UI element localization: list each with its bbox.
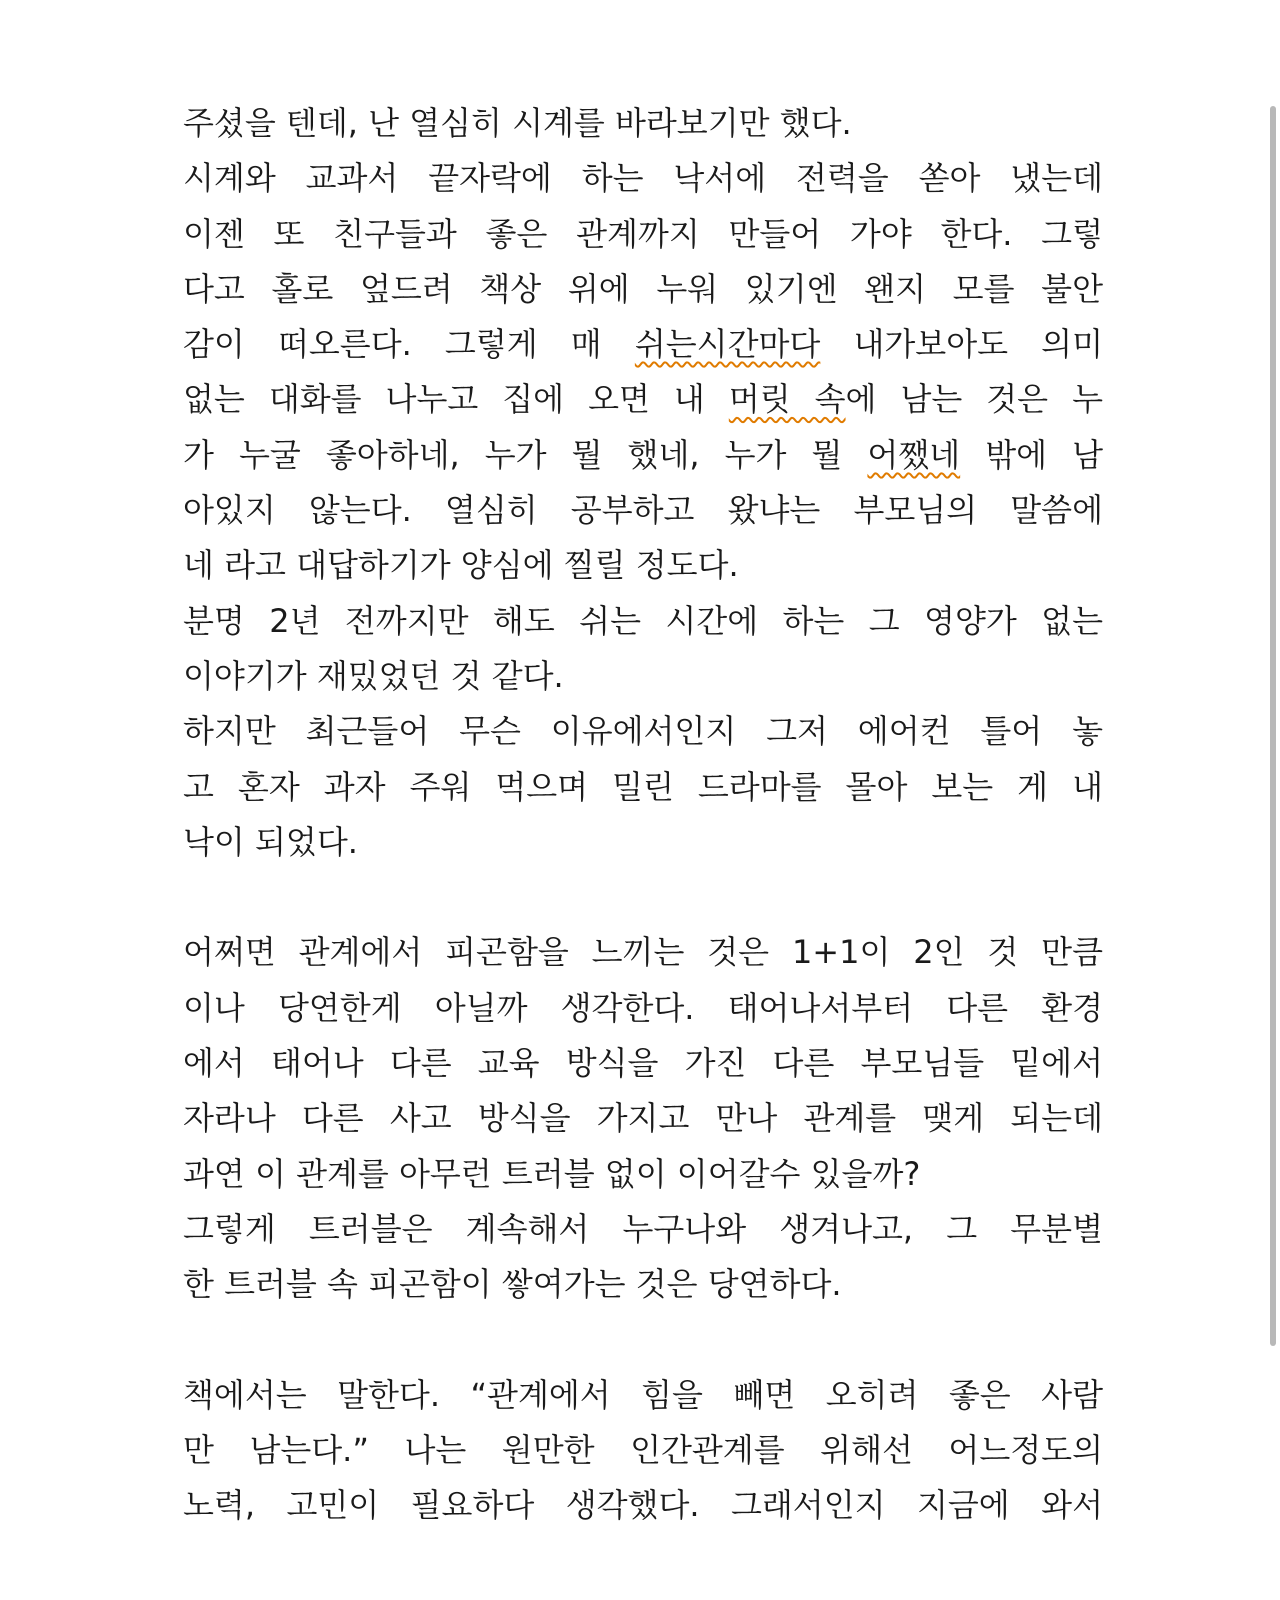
text-line <box>183 428 1103 483</box>
text-segment: 감이 떠오른다. 그렇게 매 <box>183 325 635 364</box>
spellcheck-flagged-text[interactable]: 머릿 속 <box>728 380 846 419</box>
text-line: 이나 당연한게 아닐까 생각한다. 태어나서부터 다른 환경 <box>183 988 1103 1027</box>
text-line: 다고 홀로 엎드려 책상 위에 누워 있기엔 왠지 모를 불안 <box>183 269 1103 308</box>
text-line <box>183 372 1103 427</box>
text-segment: 가 누굴 좋아하네, 누가 뭘 했네, 누가 뭘 <box>183 435 868 474</box>
text-segment: 내가보아도 의미 <box>820 325 1103 364</box>
text-line: 과연 이 관계를 아무런 트러블 없이 이어갈수 있을까? <box>183 1154 921 1193</box>
text-line: 하지만 최근들어 무슨 이유에서인지 그저 에어컨 틀어 놓 <box>183 712 1103 751</box>
spellcheck-flagged-text[interactable]: 쉬는시간마다 <box>634 325 821 364</box>
text-line: 이야기가 재밌었던 것 같다. <box>183 656 564 695</box>
text-line: 주셨을 텐데, 난 열심히 시계를 바라보기만 했다. <box>183 104 852 142</box>
text-line: 만 남는다.” 나는 원만한 인간관계를 위해선 어느정도의 <box>183 1431 1103 1470</box>
blank-line <box>183 870 1103 925</box>
text-segment: 밖에 남 <box>960 435 1103 474</box>
text-line: 자라나 다른 사고 방식을 가지고 만나 관계를 맺게 되는데 <box>183 1099 1103 1138</box>
text-segment: 에 남는 것은 누 <box>845 380 1103 419</box>
text-line: 시계와 교과서 끝자락에 하는 낙서에 전력을 쏟아 냈는데 <box>183 159 1103 198</box>
scrollbar-thumb[interactable] <box>1270 106 1276 1346</box>
text-line: 한 트러블 속 피곤함이 쌓여가는 것은 당연하다. <box>183 1265 842 1304</box>
text-line: 노력, 고민이 필요하다 생각했다. 그래서인지 지금에 와서 <box>183 1486 1103 1525</box>
text-line: 분명 2년 전까지만 해도 쉬는 시간에 하는 그 영양가 없는 <box>183 601 1103 640</box>
text-line: 책에서는 말한다. “관계에서 힘을 빼면 오히려 좋은 사람 <box>183 1375 1103 1414</box>
text-line: 아있지 않는다. 열심히 공부하고 왔냐는 부모님의 말씀에 <box>183 491 1103 530</box>
spellcheck-flagged-text[interactable]: 어쨌네 <box>867 435 961 474</box>
text-line: 고 혼자 과자 주워 먹으며 밀린 드라마를 몰아 보는 게 내 <box>183 767 1103 806</box>
text-line <box>183 317 1103 372</box>
document-body[interactable] <box>183 96 1103 1534</box>
blank-line <box>183 1313 1103 1368</box>
text-segment: 없는 대화를 나누고 집에 오면 내 <box>183 380 729 419</box>
text-line: 에서 태어나 다른 교육 방식을 가진 다른 부모님들 밑에서 <box>183 1044 1103 1083</box>
text-line: 이젠 또 친구들과 좋은 관계까지 만들어 가야 한다. 그렇 <box>183 214 1103 253</box>
text-line: 네 라고 대답하기가 양심에 찔릴 정도다. <box>183 546 739 585</box>
text-line: 어쩌면 관계에서 피곤함을 느끼는 것은 1+1이 2인 것 만큼 <box>183 933 1103 972</box>
text-line: 그렇게 트러블은 계속해서 누구나와 생겨나고, 그 무분별 <box>183 1209 1103 1248</box>
text-line: 낙이 되었다. <box>183 822 358 861</box>
